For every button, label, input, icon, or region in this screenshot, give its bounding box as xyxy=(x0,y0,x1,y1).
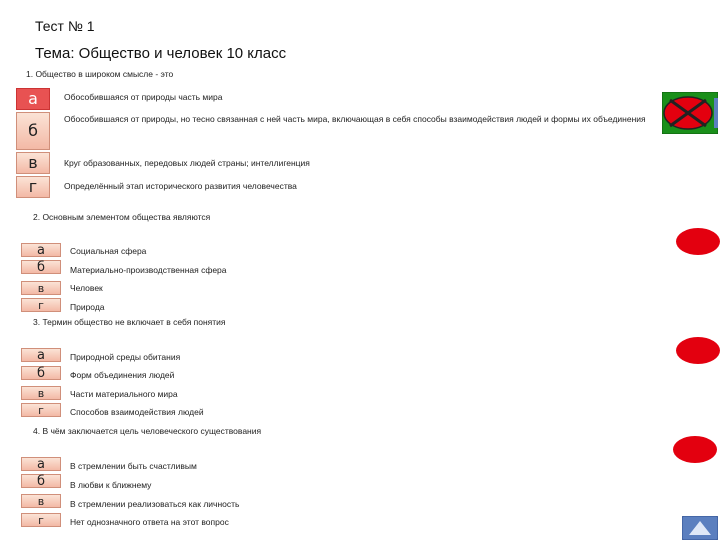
q3-check-answer-button[interactable] xyxy=(676,337,720,364)
q2-option-g-button[interactable]: г xyxy=(21,298,61,312)
q2-option-b-button[interactable]: б xyxy=(21,260,61,274)
q4-option-v-text: В стремлении реализоваться как личность xyxy=(70,499,240,509)
test-title: Тест № 1 xyxy=(35,18,95,34)
q1-option-a-text: Обособившаяся от природы часть мира xyxy=(64,92,223,102)
wrong-answer-icon xyxy=(662,92,718,134)
q1-option-b-button[interactable]: б xyxy=(16,112,50,150)
q2-option-a-button[interactable]: а xyxy=(21,243,61,257)
q1-option-g-button[interactable]: г xyxy=(16,176,50,198)
q3-option-v-text: Части материального мира xyxy=(70,389,178,399)
q2-option-a-text: Социальная сфера xyxy=(70,246,147,256)
q2-option-v-text: Человек xyxy=(70,283,103,293)
question-2-text: 2. Основным элементом общества являются xyxy=(33,212,211,222)
q4-option-b-text: В любви к ближнему xyxy=(70,480,152,490)
question-3-text: 3. Термин общество не включает в себя понятия xyxy=(33,317,226,327)
q4-option-a-text: В стремлении быть счастливым xyxy=(70,461,197,471)
question-4-text: 4. В чём заключается цель человеческого существования xyxy=(33,426,262,436)
q3-option-b-button[interactable]: б xyxy=(21,366,61,380)
q3-option-g-button[interactable]: г xyxy=(21,403,61,417)
q4-option-v-button[interactable]: в xyxy=(21,494,61,508)
q2-option-b-text: Материально-производственная сфера xyxy=(70,265,227,275)
q4-option-b-button[interactable]: б xyxy=(21,474,61,488)
page-title: Тема: Общество и человек 10 класс xyxy=(35,45,287,62)
q3-option-b-text: Форм объединения людей xyxy=(70,370,175,380)
q1-option-g-text: Определённый этап исторического развития человечества xyxy=(64,181,297,191)
q3-option-a-text: Природной среды обитания xyxy=(70,352,181,362)
q4-option-a-button[interactable]: а xyxy=(21,457,61,471)
q4-option-g-button[interactable]: г xyxy=(21,513,61,527)
question-1-text: 1. Общество в широком смысле - это xyxy=(26,69,174,79)
q1-option-a-button[interactable]: а xyxy=(16,88,50,110)
q3-option-a-button[interactable]: а xyxy=(21,348,61,362)
q4-option-g-text: Нет однозначного ответа на этот вопрос xyxy=(70,517,229,527)
next-arrow-icon[interactable] xyxy=(682,516,718,540)
q1-option-v-text: Круг образованных, передовых людей страны; интеллигенция xyxy=(64,158,310,168)
q3-option-g-text: Способов взаимодействия людей xyxy=(70,407,204,417)
q1-option-b-text: Обособившаяся от природы, но тесно связанная с ней часть мира, включающая в себя способы взаимодействия людей и формы их объединения xyxy=(64,114,646,124)
q2-option-v-button[interactable]: в xyxy=(21,281,61,295)
q1-option-v-button[interactable]: в xyxy=(16,152,50,174)
q4-check-answer-button[interactable] xyxy=(673,436,717,463)
q2-check-answer-button[interactable] xyxy=(676,228,720,255)
q2-option-g-text: Природа xyxy=(70,302,105,312)
q3-option-v-button[interactable]: в xyxy=(21,386,61,400)
